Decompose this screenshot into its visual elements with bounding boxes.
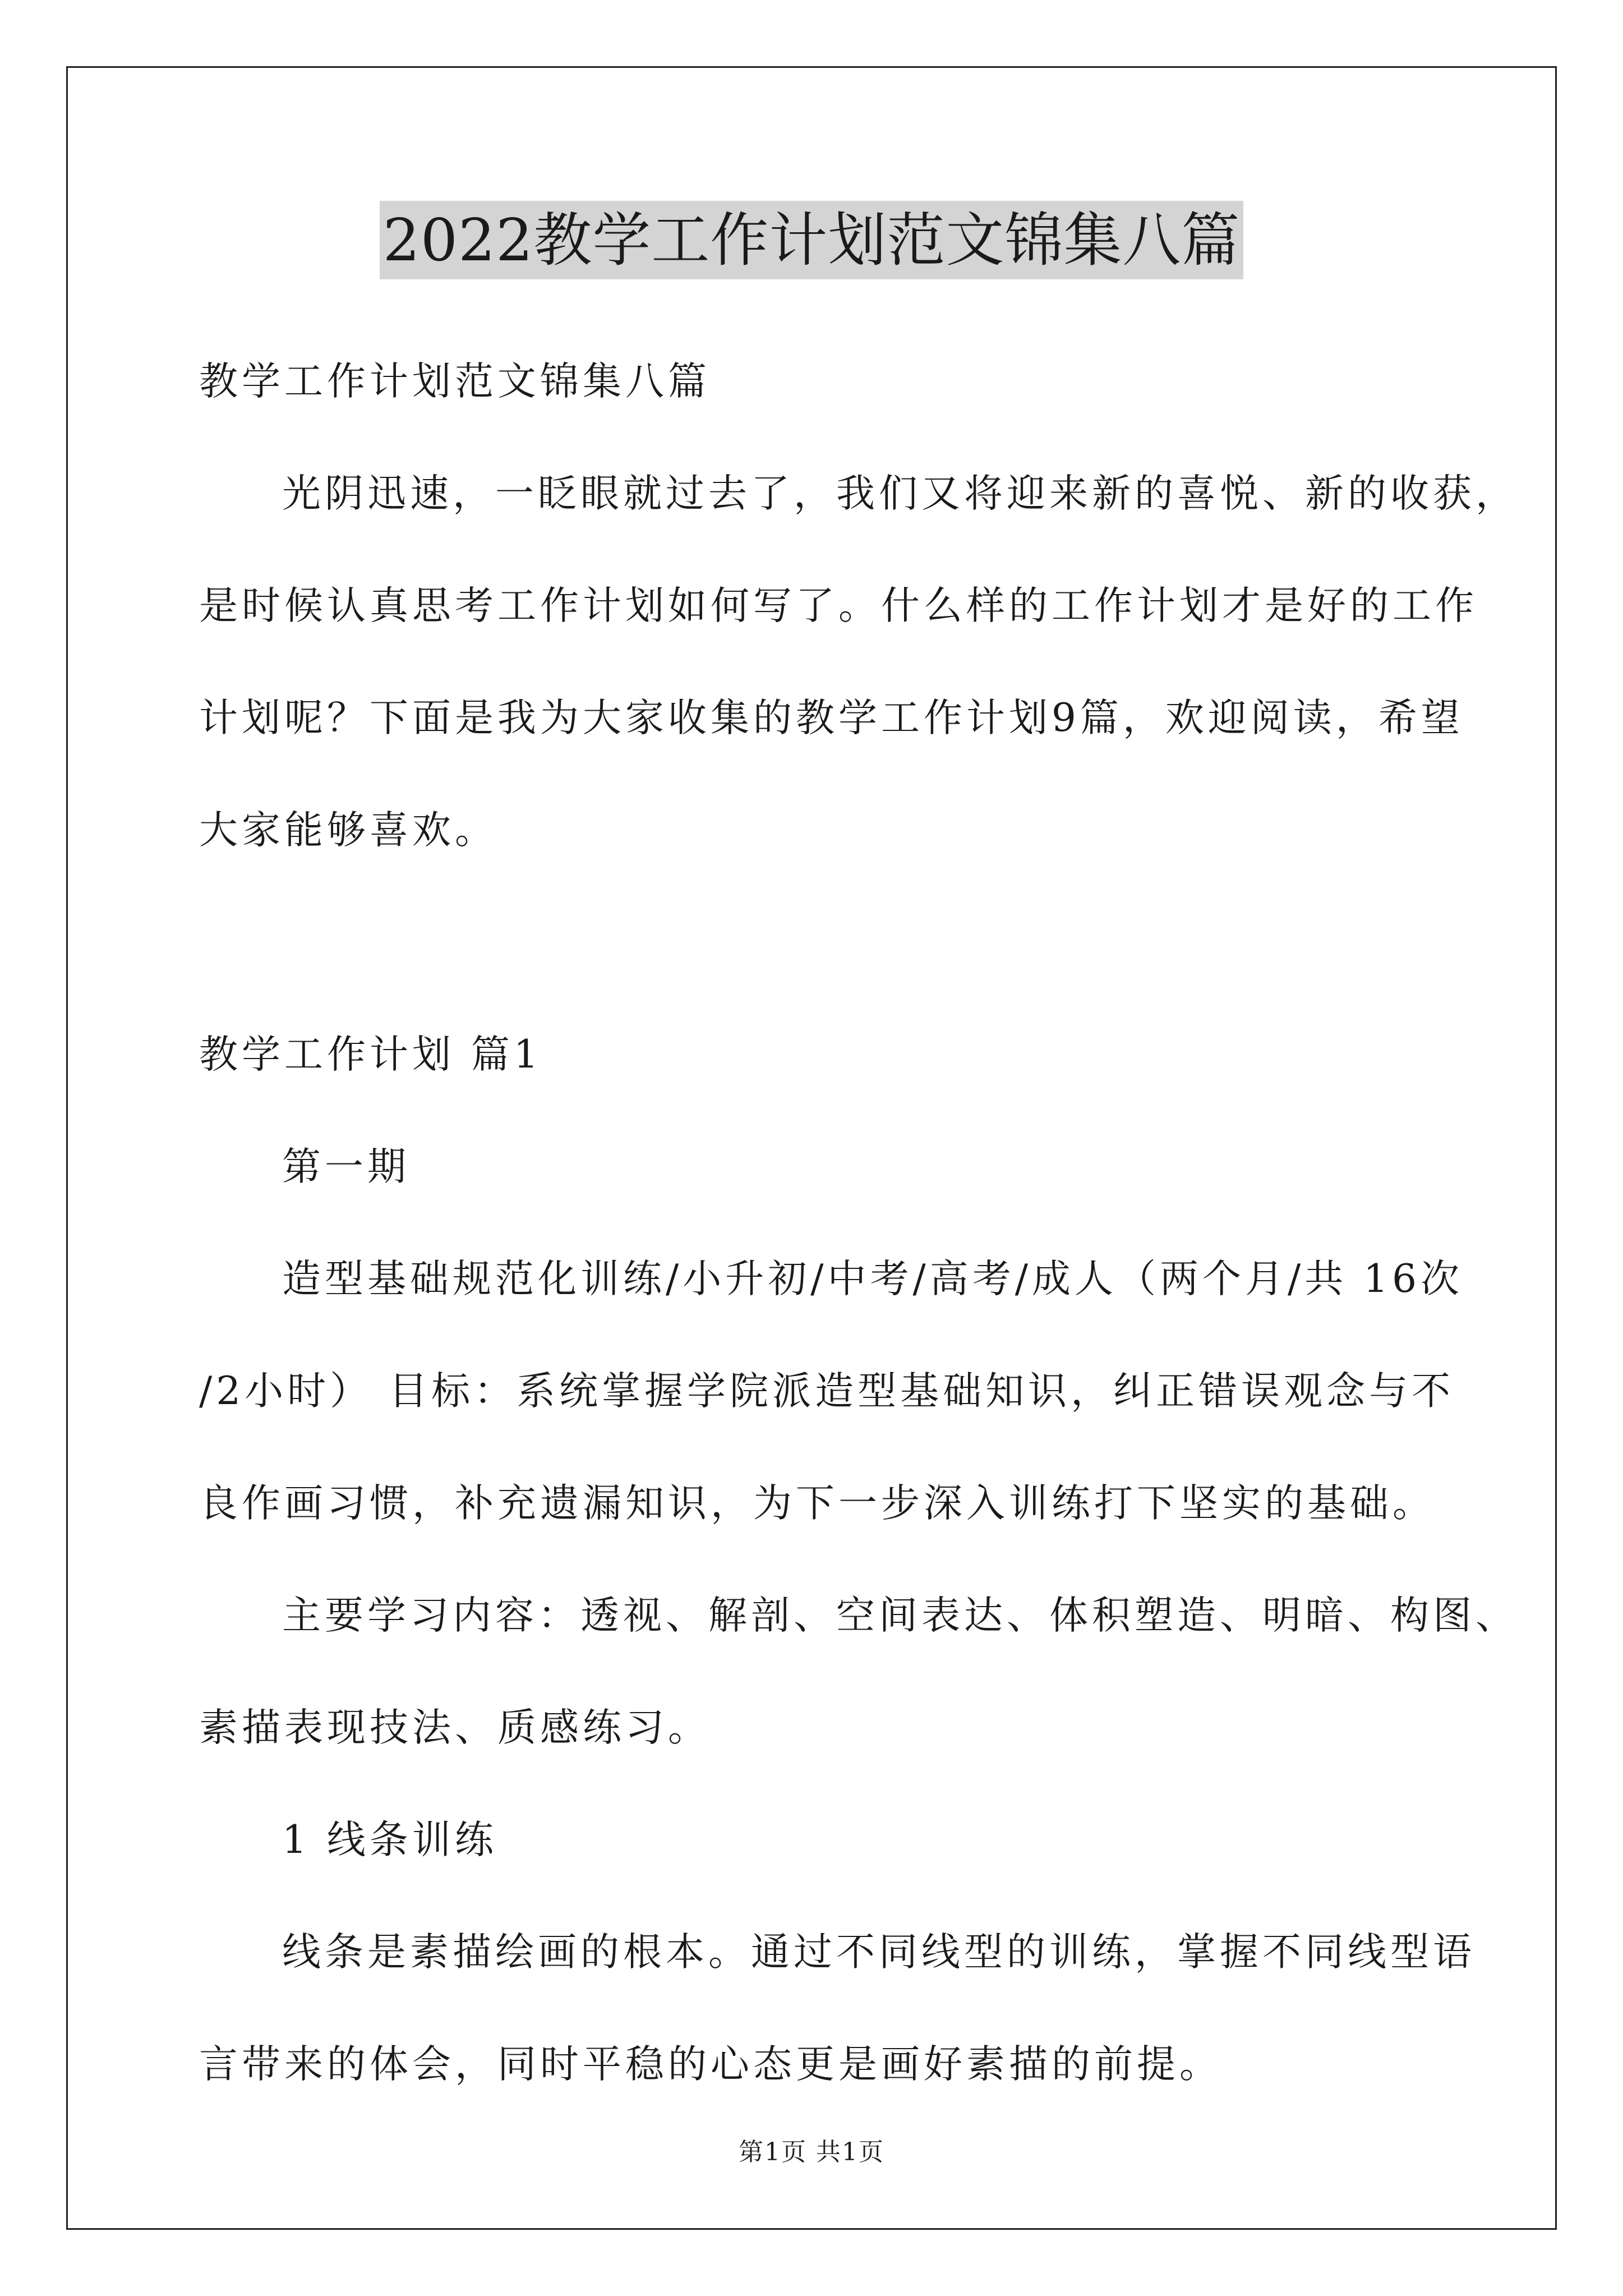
intro-line-1: 光阴迅速，一眨眼就过去了，我们又将迎来新的喜悦、新的收获， xyxy=(282,471,1518,516)
content-line-2: 素描表现技法、质感练习。 xyxy=(199,1705,711,1750)
period-label: 第一期 xyxy=(282,1144,410,1189)
intro-line-4: 大家能够喜欢。 xyxy=(199,808,497,853)
title-area xyxy=(0,201,1623,279)
document-title: 2022教学工作计划范文锦集八篇 xyxy=(380,201,1244,279)
page-footer: 第1页 共1页 xyxy=(739,2138,884,2166)
document-subtitle: 教学工作计划范文锦集八篇 xyxy=(199,359,711,404)
document-body xyxy=(199,325,1518,2120)
item-line-2: 言带来的体会，同时平稳的心态更是画好素描的前提。 xyxy=(199,2042,1222,2087)
goal-line-1: 造型基础规范化训练/小升初/中考/高考/成人（两个月/共 16次 xyxy=(282,1257,1463,1301)
section-heading: 教学工作计划 篇1 xyxy=(199,1032,542,1077)
content-line-1: 主要学习内容：透视、解剖、空间表达、体积塑造、明暗、构图、 xyxy=(282,1593,1518,1638)
intro-line-2: 是时候认真思考工作计划如何写了。什么样的工作计划才是好的工作 xyxy=(199,583,1478,628)
item-line-1: 线条是素描绘画的根本。通过不同线型的训练，掌握不同线型语 xyxy=(282,1930,1476,1975)
goal-line-2: /2小时） 目标：系统掌握学院派造型基础知识，纠正错误观念与不 xyxy=(199,1369,1455,1414)
intro-line-3: 计划呢？下面是我为大家收集的教学工作计划9篇，欢迎阅读，希望 xyxy=(199,696,1464,740)
goal-line-3: 良作画习惯，补充遗漏知识，为下一步深入训练打下坚实的基础。 xyxy=(199,1481,1435,1526)
item-heading: 1 线条训练 xyxy=(282,1818,497,1862)
paragraph-gap xyxy=(199,886,1444,999)
